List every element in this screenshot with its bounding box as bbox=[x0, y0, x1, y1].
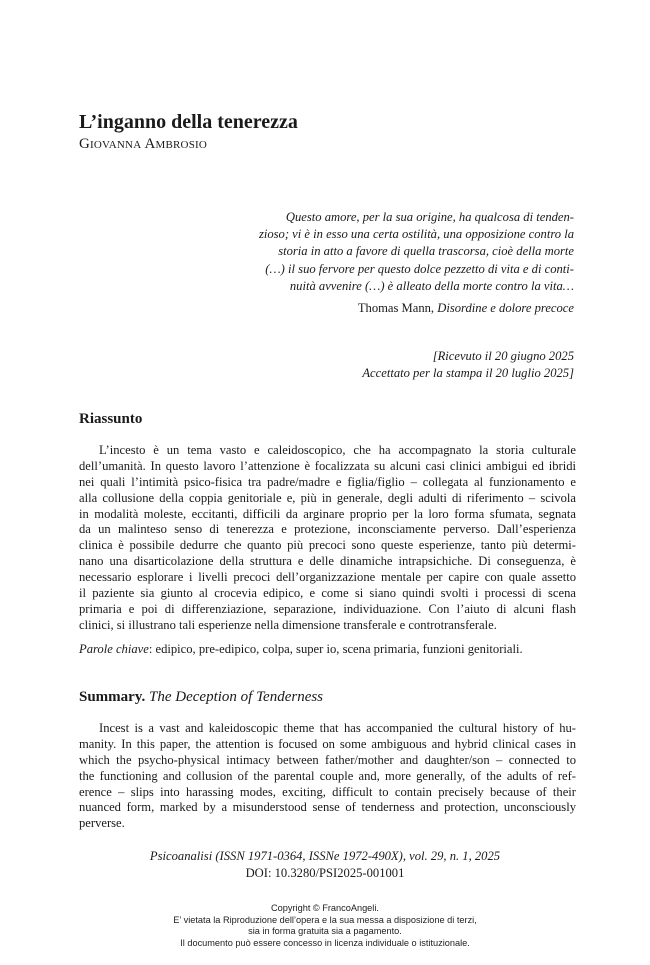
paragraph-line: da un malinteso senso di tenerezza e protezione, inconsciamente perverso. Dall’esperienza bbox=[79, 522, 576, 537]
summary-label: Summary. bbox=[79, 689, 146, 705]
paragraph-line: which the psycho-physical intimacy between father/mother and daughter/son – connected to bbox=[79, 752, 576, 767]
summary-paragraph bbox=[79, 721, 576, 832]
paragraph-line: clinici, si illustrano tali esperienze nella dimensione transferale e controtransferale. bbox=[79, 617, 497, 632]
summary-subtitle: The Deception of Tenderness bbox=[149, 689, 324, 705]
epigraph-line: storia in atto a favore di quella trascorsa, cioè della morte bbox=[278, 244, 574, 259]
article-author: Giovanna Ambrosio bbox=[79, 136, 208, 152]
epigraph-source-author: Thomas Mann, bbox=[357, 301, 435, 315]
paragraph-line: the functioning and collusion of the parental couple and, more generally, of the adults of ref- bbox=[79, 768, 576, 783]
paragraph-line: erence – slips into harassing modes, exciting, difficult to contain precisely because of their bbox=[79, 784, 576, 799]
paragraph-line: nuanced form, marked by a misunderstood sense of tenderness and protection, unconsciously bbox=[79, 800, 576, 815]
copyright-line: Il documento può essere concesso in licenza individuale o istituzionale. bbox=[180, 937, 470, 948]
paragraph-line: primaria e poi di differenziazione, separazione, individuazione. Con l’aiuto di alcuni flash bbox=[79, 601, 576, 616]
epigraph-line: nuità avvenire (…) è alleato della morte contro la vita… bbox=[289, 278, 574, 293]
article-title: L’inganno della tenerezza bbox=[79, 111, 298, 133]
paragraph-line: nei quali l’intimità psico-fisica tra padre/madre e figlia/figlio – collegata al funzionamento e bbox=[79, 474, 576, 489]
riassunto-paragraph bbox=[79, 443, 576, 634]
paragraph-line: Incest is a vast and kaleidoscopic theme that has accompanied the cultural history of hu- bbox=[99, 721, 576, 735]
summary-heading bbox=[79, 689, 323, 706]
paragraph-line: L’incesto è un tema vasto e caleidoscopico, che ha accompagnato la storia culturale bbox=[99, 443, 576, 457]
riassunto-heading: Riassunto bbox=[79, 411, 143, 427]
keywords-label: Parole chiave bbox=[79, 642, 149, 656]
paragraph-line: clinica è possibile dedurre che quanto più precoci sono queste esperienze, tanto più determi- bbox=[79, 538, 576, 553]
paragraph-line: nano una disarticolazione della struttura e delle dinamiche intrapsichiche. Di conseguenza, è bbox=[79, 554, 576, 569]
paragraph-line: perverse. bbox=[79, 816, 125, 831]
epigraph-line: Questo amore, per la sua origine, ha qualcosa di tenden- bbox=[285, 210, 574, 224]
received-line: [Ricevuto il 20 giugno 2025 bbox=[432, 349, 574, 363]
paragraph-line: il paziente sia giunto al crocevia edipico, e come si siano quindi svolti i processi di scena bbox=[79, 586, 576, 601]
epigraph-source-work: Disordine e dolore precoce bbox=[437, 301, 574, 315]
copyright-line: Copyright © FrancoAngeli. bbox=[271, 903, 379, 913]
received-dates bbox=[260, 348, 574, 382]
copyright-line: sia in forma gratuita sia a pagamento. bbox=[248, 926, 402, 937]
paragraph-line: dell’umanità. In questo lavoro l’attenzione è focalizzata su alcuni casi clinici ambigui ed ibridi bbox=[79, 458, 576, 473]
epigraph-line: (…) il suo fervore per questo dolce pezzetto di vita e di conti- bbox=[265, 261, 574, 276]
copyright-notice bbox=[100, 903, 550, 949]
paragraph-line: necessario esplorare i livelli precoci dell’organizzazione mentale per capire con quale assetto bbox=[79, 570, 576, 585]
paragraph-line: manity. In this paper, the attention is focused on some ambiguous and hybrid clinical cases in bbox=[79, 736, 576, 751]
keywords-text: : edipico, pre-edipico, colpa, super io, scena primaria, funzioni genitoriali. bbox=[148, 642, 523, 656]
epigraph bbox=[225, 209, 574, 295]
epigraph-line: zioso; vi è in esso una certa ostilità, una opposizione contro la bbox=[258, 227, 574, 242]
paragraph-line: alla collusione della coppia genitoriale e, più in generale, degli adulti di riferimento – scivola bbox=[79, 490, 576, 505]
copyright-line: E’ vietata la Riproduzione dell’opera e la sua messa a disposizione di terzi, bbox=[173, 914, 477, 925]
doi-link[interactable]: DOI: 10.3280/PSI2025-001001 bbox=[245, 866, 405, 880]
paragraph-line: in modalità moleste, eccitanti, difficili da arginare proprio per la loro forma sfumata, segnata bbox=[79, 506, 576, 521]
accepted-line: Accettato per la stampa il 20 luglio 2025] bbox=[362, 366, 574, 381]
keywords bbox=[79, 642, 576, 657]
journal-citation: Psicoanalisi (ISSN 1971-0364, ISSNe 1972-490X), vol. 29, n. 1, 2025 bbox=[149, 849, 501, 863]
epigraph-source bbox=[200, 301, 574, 316]
